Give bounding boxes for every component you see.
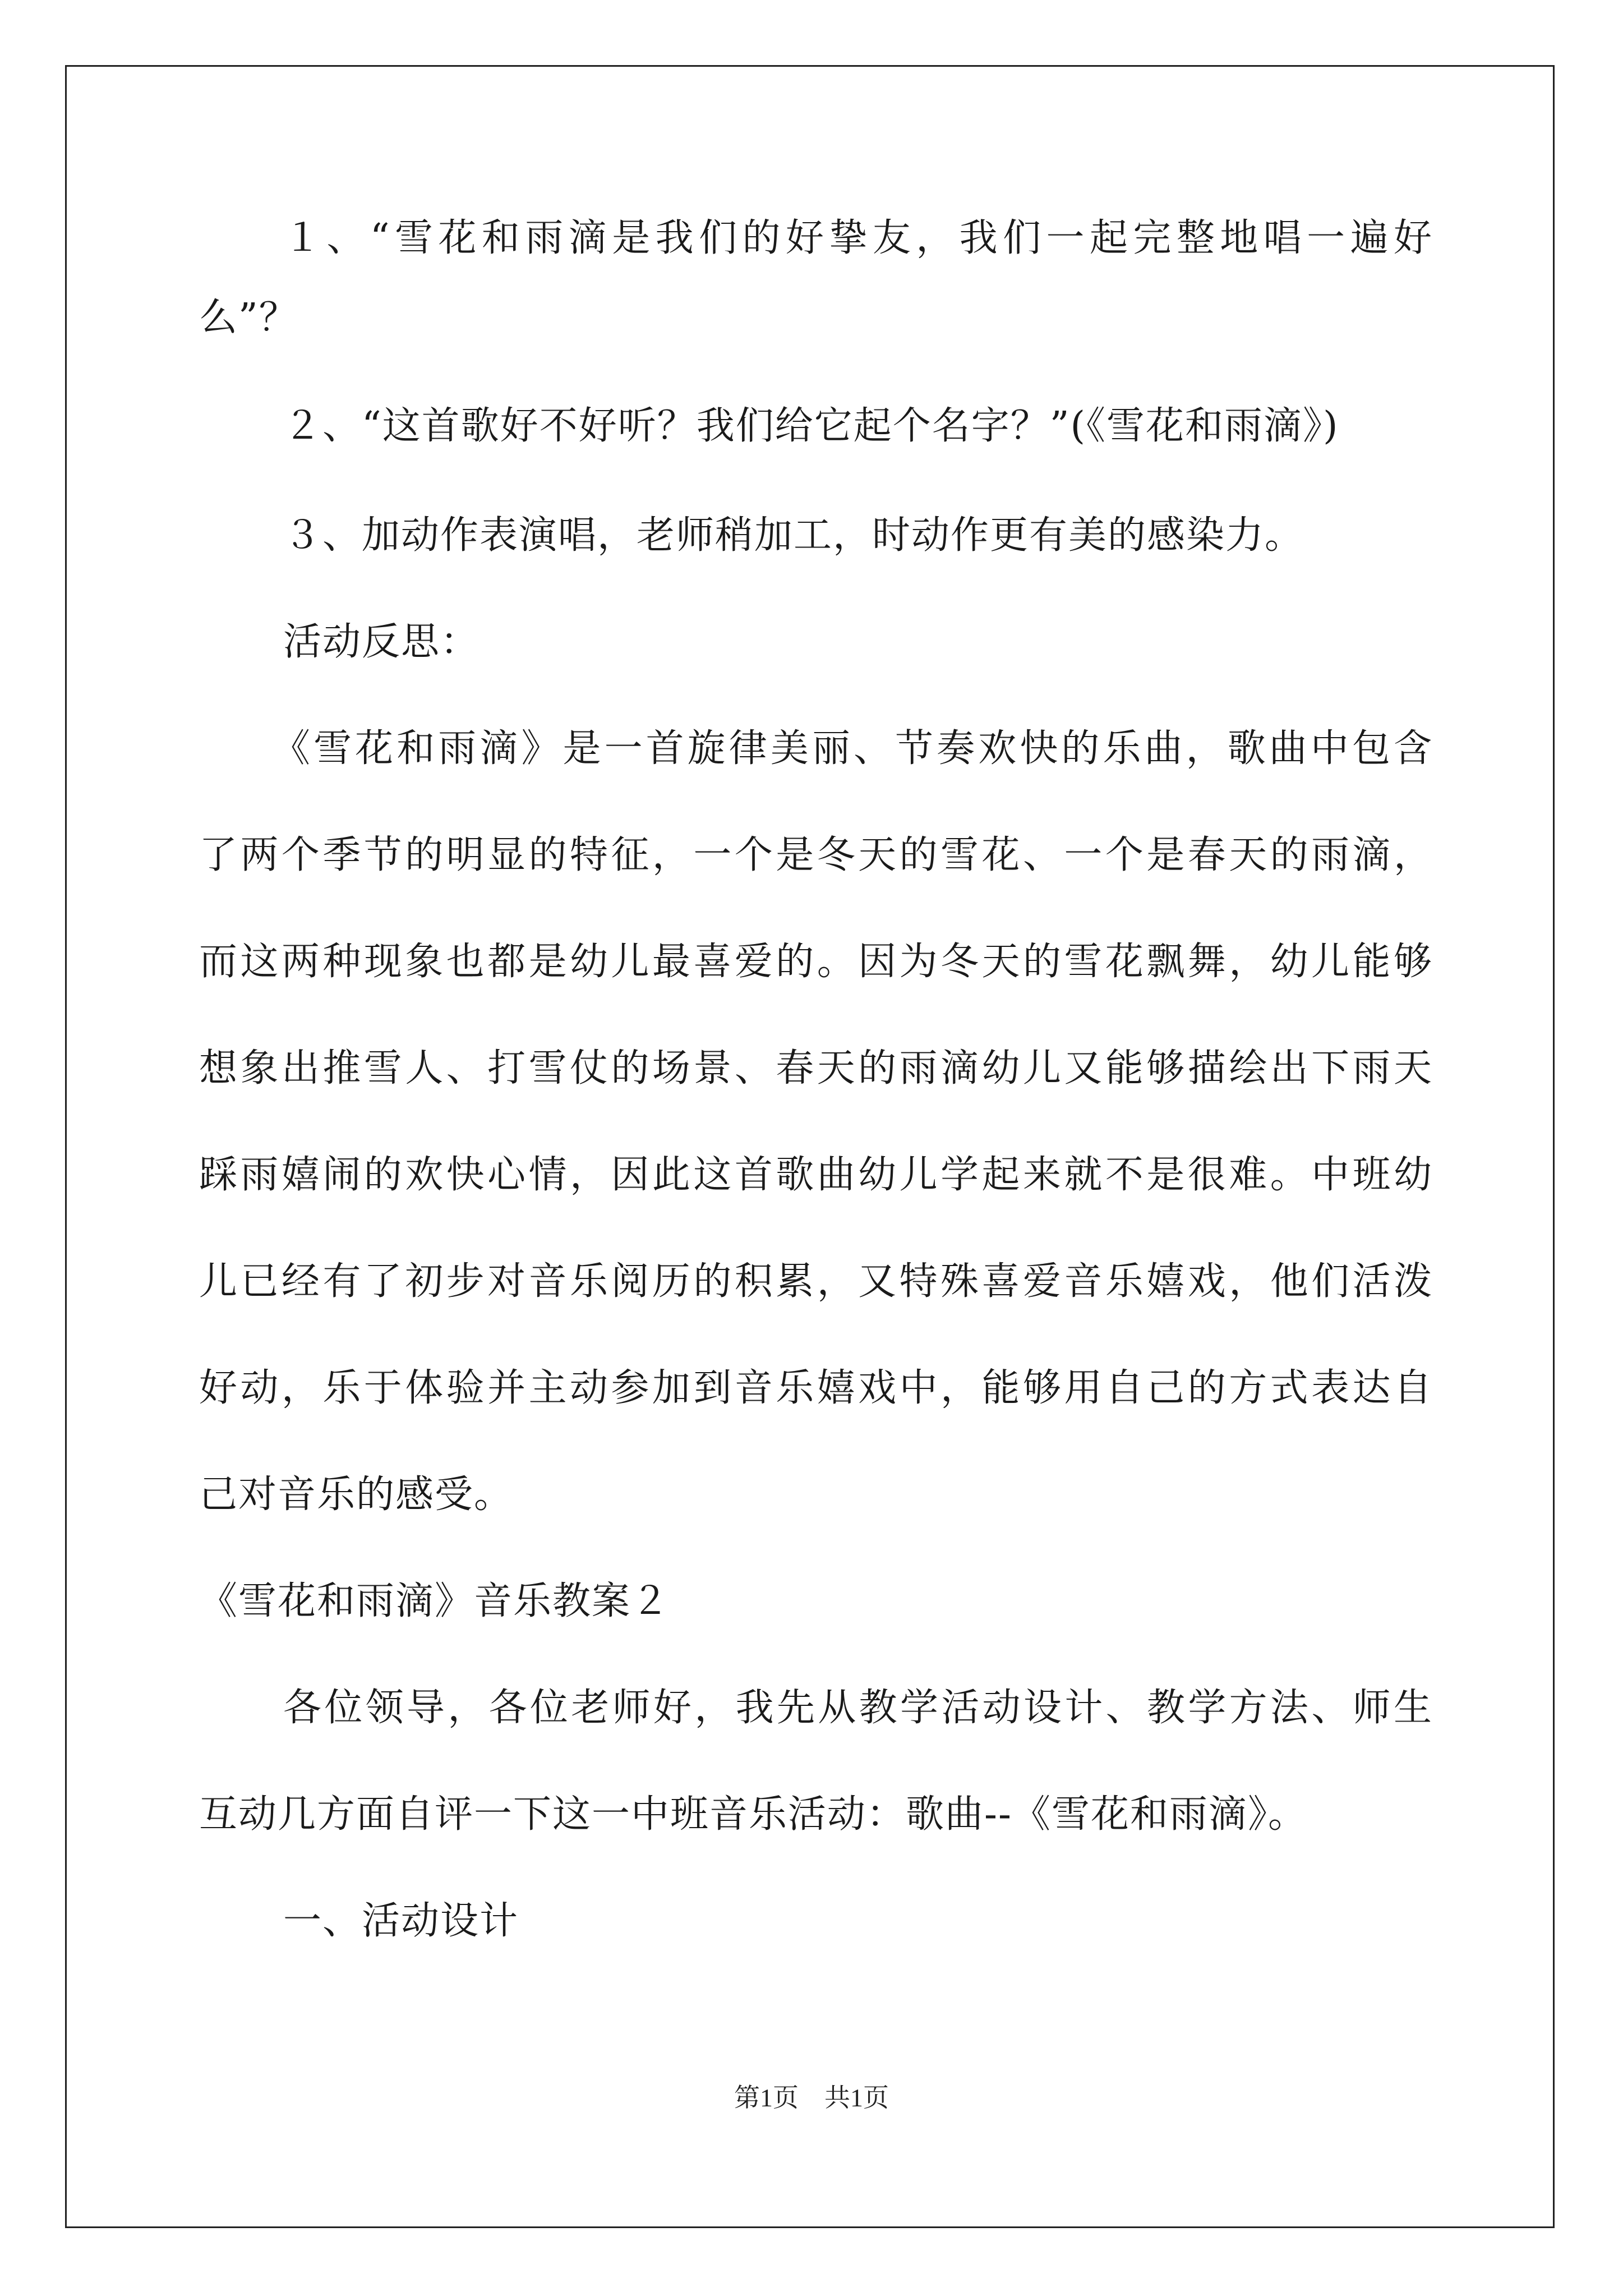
paragraph-line-8: 而这两种现象也都是幼儿最喜爱的。因为冬天的雪花飘舞，幼儿能够 [199, 940, 1433, 984]
paragraph-line-13: 己对音乐的感受。 [199, 1473, 514, 1517]
paragraph-line-12: 好动，乐于体验并主动参加到音乐嬉戏中，能够用自己的方式表达自 [199, 1366, 1433, 1410]
page-number: 第1页 共1页 [734, 2083, 889, 2112]
paragraph-line-11: 儿已经有了初步对音乐阅历的积累，又特殊喜爱音乐嬉戏，他们活泼 [199, 1259, 1433, 1304]
paragraph-line-1: １、“雪花和雨滴是我们的好挚友，我们一起完整地唱一遍好 [283, 216, 1433, 260]
paragraph-line-4: ３、加动作表演唱，老师稍加工，时动作更有美的感染力。 [283, 513, 1304, 558]
paragraph-line-2: 么”？ [199, 296, 298, 340]
section-heading-reflection: 活动反思： [283, 620, 480, 664]
paragraph-line-15: 各位领导，各位老师好，我先从教学活动设计、教学方法、师生 [283, 1686, 1433, 1730]
paragraph-line-9: 想象出推雪人、打雪仗的场景、春天的雨滴幼儿又能够描绘出下雨天 [199, 1046, 1433, 1091]
paragraph-line-3: ２、“这首歌好不好听？我们给它起个名字？”(《雪花和雨滴》) [283, 404, 1339, 448]
section-heading-activity-design: 一、活动设计 [283, 1899, 519, 1943]
paragraph-line-16: 互动几方面自评一下这一中班音乐活动：歌曲--《雪花和雨滴》。 [199, 1792, 1307, 1837]
lesson-plan-title: 《雪花和雨滴》音乐教案２ [199, 1579, 671, 1623]
paragraph-line-10: 踩雨嬉闹的欢快心情，因此这首歌曲幼儿学起来就不是很难。中班幼 [199, 1153, 1433, 1197]
paragraph-line-7: 了两个季节的明显的特征，一个是冬天的雪花、一个是春天的雨滴， [199, 833, 1433, 877]
paragraph-line-6: 《雪花和雨滴》是一首旋律美丽、节奏欢快的乐曲，歌曲中包含 [272, 726, 1433, 771]
